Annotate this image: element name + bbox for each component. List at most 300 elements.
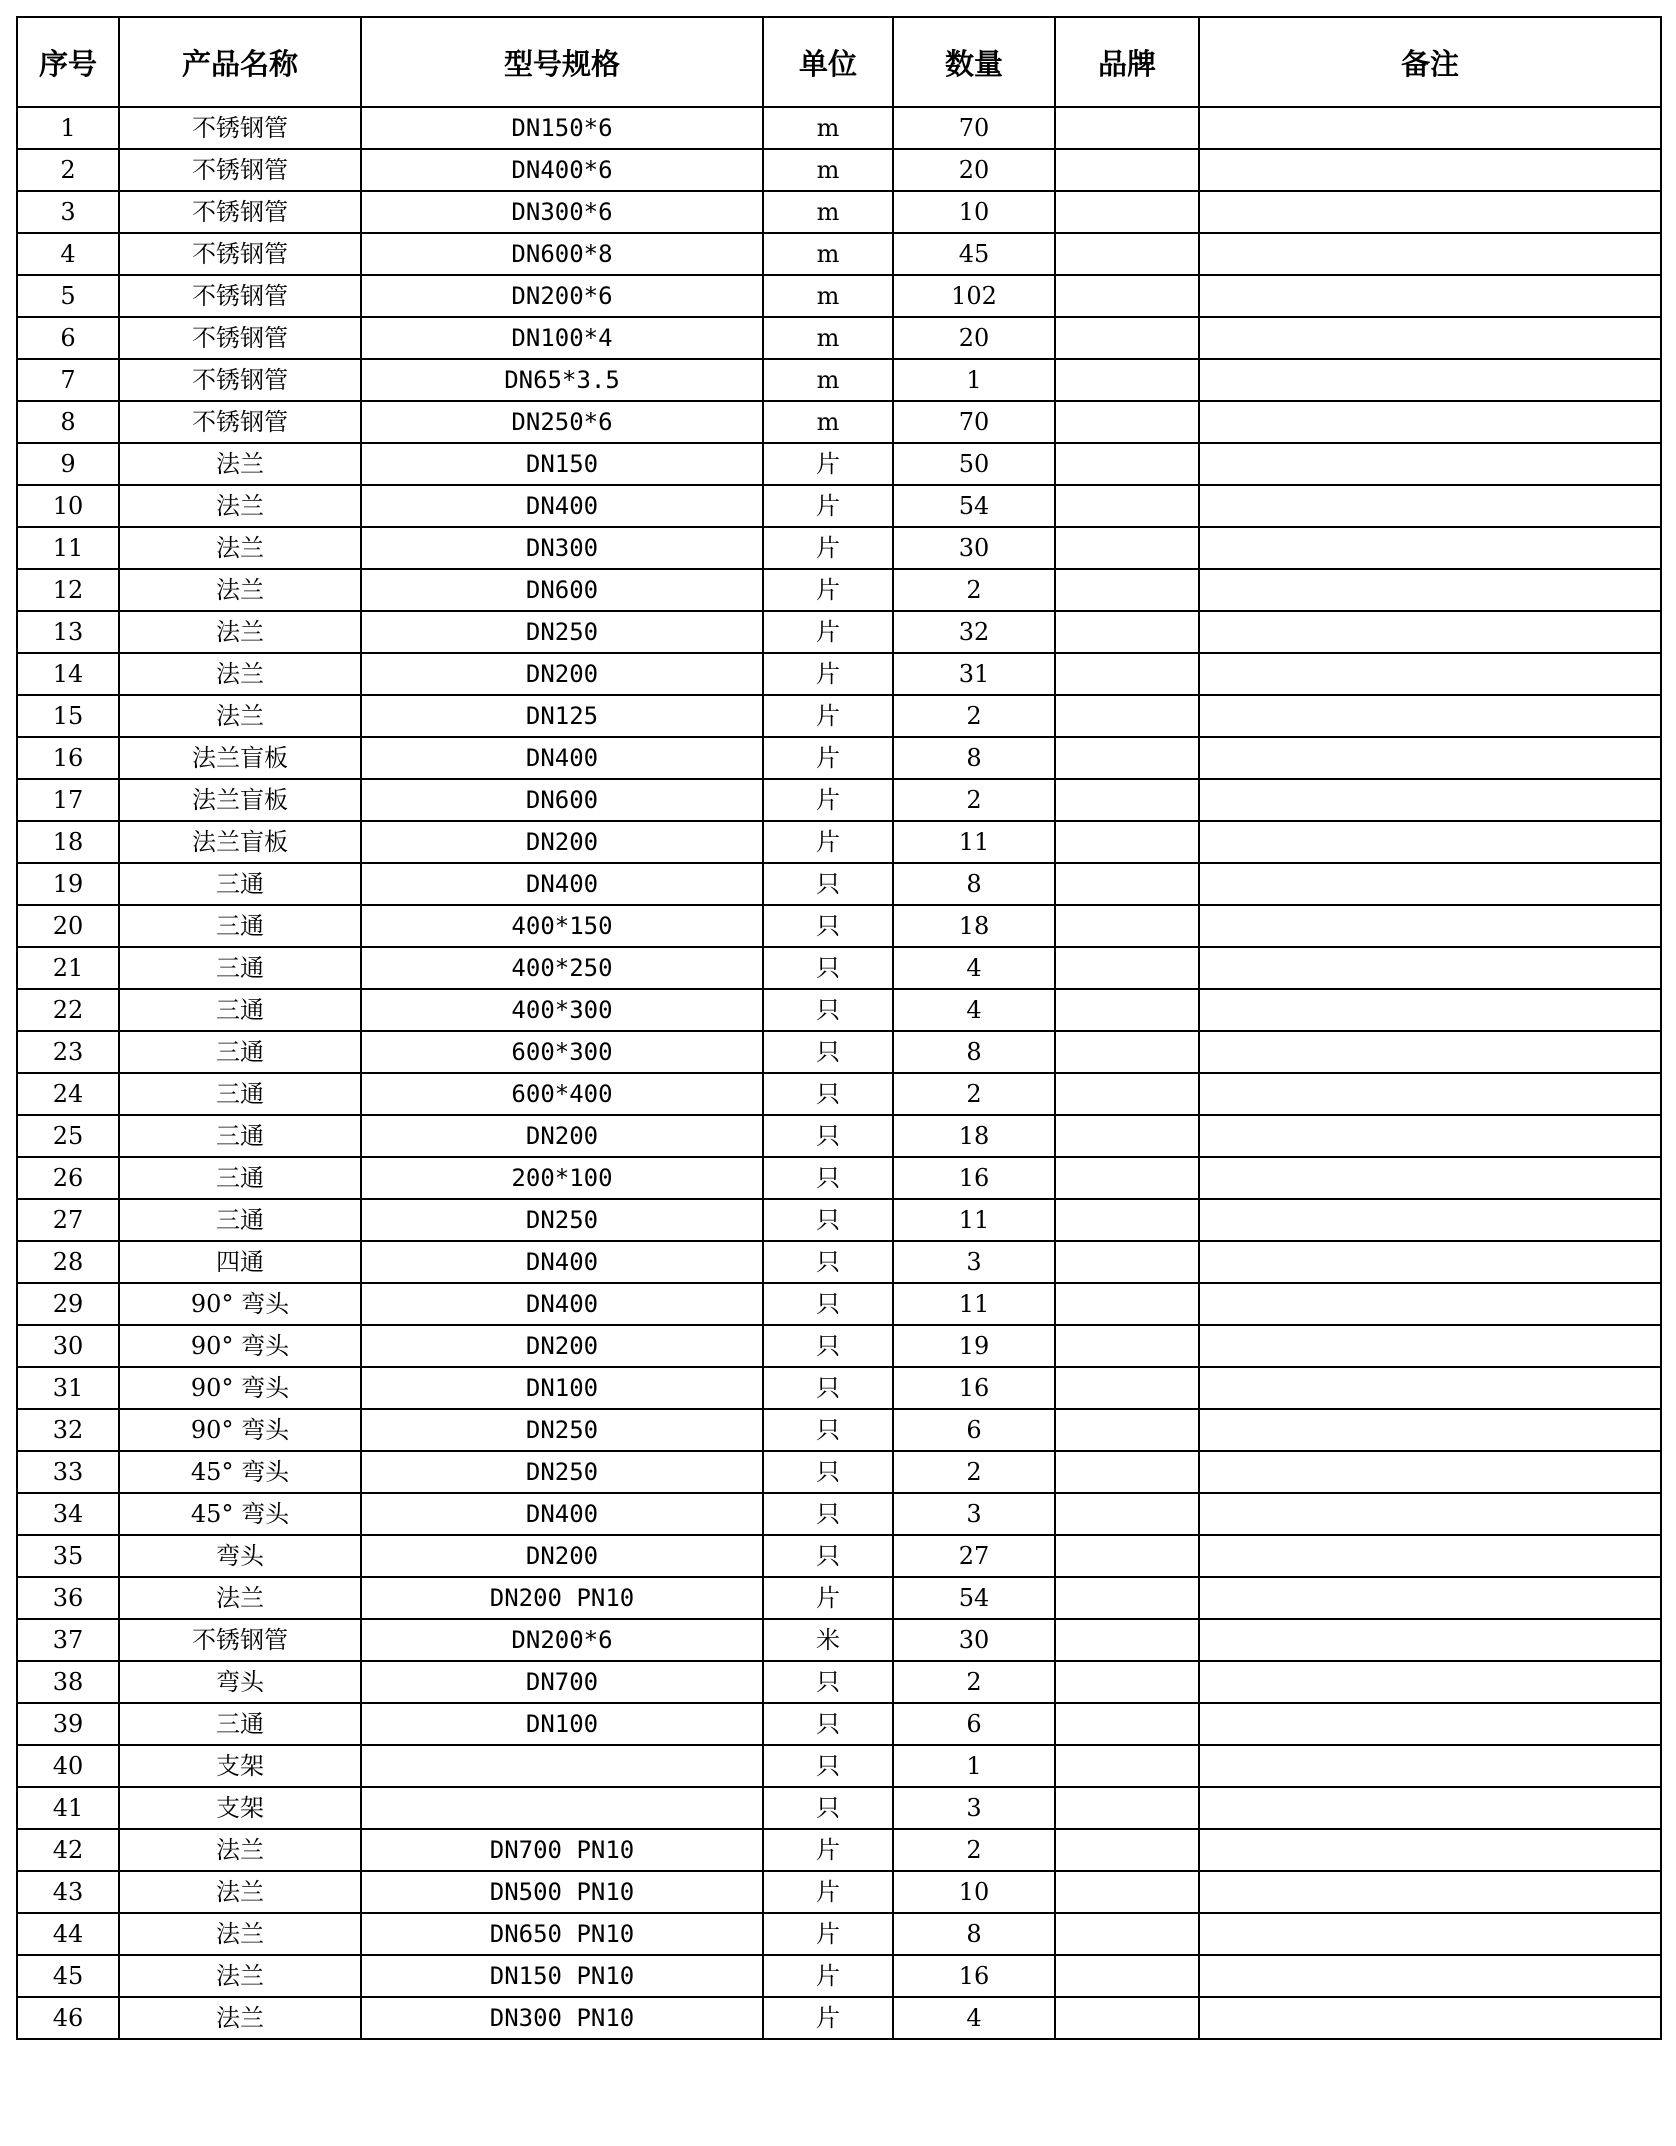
- cell-brand: [1055, 1871, 1199, 1913]
- cell-quantity: 16: [893, 1367, 1055, 1409]
- cell-unit: 片: [763, 821, 893, 863]
- table-row: [17, 1787, 1661, 1829]
- cell-brand: [1055, 1241, 1199, 1283]
- cell-brand: [1055, 1997, 1199, 2039]
- cell-remark: [1199, 443, 1661, 485]
- cell-model-spec: DN200: [361, 653, 763, 695]
- cell-remark: [1199, 1115, 1661, 1157]
- cell-product-name: 不锈钢管: [119, 149, 361, 191]
- table-row: [17, 1031, 1661, 1073]
- cell-index: 26: [17, 1157, 119, 1199]
- cell-remark: [1199, 1787, 1661, 1829]
- table-row: [17, 1871, 1661, 1913]
- cell-model-spec: DN400*6: [361, 149, 763, 191]
- cell-brand: [1055, 737, 1199, 779]
- cell-model-spec: DN600*8: [361, 233, 763, 275]
- cell-quantity: 19: [893, 1325, 1055, 1367]
- cell-product-name: 法兰盲板: [119, 737, 361, 779]
- table-row: [17, 611, 1661, 653]
- cell-product-name: 法兰盲板: [119, 821, 361, 863]
- cell-index: 5: [17, 275, 119, 317]
- cell-brand: [1055, 1913, 1199, 1955]
- cell-quantity: 2: [893, 1661, 1055, 1703]
- cell-remark: [1199, 1157, 1661, 1199]
- cell-quantity: 6: [893, 1409, 1055, 1451]
- cell-product-name: 法兰盲板: [119, 779, 361, 821]
- cell-brand: [1055, 317, 1199, 359]
- cell-brand: [1055, 1115, 1199, 1157]
- cell-remark: [1199, 989, 1661, 1031]
- cell-brand: [1055, 821, 1199, 863]
- cell-product-name: 法兰: [119, 1955, 361, 1997]
- cell-brand: [1055, 233, 1199, 275]
- cell-quantity: 8: [893, 737, 1055, 779]
- cell-index: 42: [17, 1829, 119, 1871]
- cell-remark: [1199, 1955, 1661, 1997]
- cell-product-name: 法兰: [119, 1577, 361, 1619]
- cell-index: 17: [17, 779, 119, 821]
- cell-product-name: 三通: [119, 1199, 361, 1241]
- cell-brand: [1055, 1493, 1199, 1535]
- cell-brand: [1055, 359, 1199, 401]
- table-row: [17, 1955, 1661, 1997]
- cell-model-spec: [361, 1745, 763, 1787]
- cell-model-spec: DN200: [361, 1115, 763, 1157]
- cell-quantity: 18: [893, 1115, 1055, 1157]
- cell-remark: [1199, 149, 1661, 191]
- cell-brand: [1055, 779, 1199, 821]
- cell-index: 22: [17, 989, 119, 1031]
- table-row: [17, 947, 1661, 989]
- cell-product-name: 法兰: [119, 611, 361, 653]
- cell-unit: m: [763, 149, 893, 191]
- cell-model-spec: DN200*6: [361, 1619, 763, 1661]
- cell-remark: [1199, 1535, 1661, 1577]
- cell-brand: [1055, 485, 1199, 527]
- cell-model-spec: DN100*4: [361, 317, 763, 359]
- cell-quantity: 10: [893, 1871, 1055, 1913]
- cell-product-name: 三通: [119, 989, 361, 1031]
- cell-model-spec: 600*300: [361, 1031, 763, 1073]
- cell-index: 4: [17, 233, 119, 275]
- cell-quantity: 54: [893, 485, 1055, 527]
- cell-model-spec: 600*400: [361, 1073, 763, 1115]
- cell-remark: [1199, 527, 1661, 569]
- cell-model-spec: DN300 PN10: [361, 1997, 763, 2039]
- cell-product-name: 支架: [119, 1745, 361, 1787]
- cell-remark: [1199, 1577, 1661, 1619]
- cell-unit: 只: [763, 989, 893, 1031]
- cell-unit: 片: [763, 485, 893, 527]
- cell-quantity: 45: [893, 233, 1055, 275]
- cell-unit: 片: [763, 611, 893, 653]
- header-unit: 单位: [763, 17, 893, 107]
- cell-product-name: 法兰: [119, 1829, 361, 1871]
- cell-model-spec: DN150 PN10: [361, 1955, 763, 1997]
- cell-quantity: 70: [893, 401, 1055, 443]
- table-row: [17, 1409, 1661, 1451]
- cell-model-spec: DN400: [361, 863, 763, 905]
- cell-model-spec: DN400: [361, 1241, 763, 1283]
- cell-index: 12: [17, 569, 119, 611]
- table-row: [17, 863, 1661, 905]
- cell-brand: [1055, 1073, 1199, 1115]
- cell-unit: 只: [763, 863, 893, 905]
- cell-quantity: 11: [893, 1199, 1055, 1241]
- cell-product-name: 法兰: [119, 695, 361, 737]
- cell-remark: [1199, 1619, 1661, 1661]
- cell-model-spec: DN250*6: [361, 401, 763, 443]
- cell-quantity: 2: [893, 1829, 1055, 1871]
- cell-remark: [1199, 1703, 1661, 1745]
- cell-product-name: 不锈钢管: [119, 359, 361, 401]
- cell-index: 31: [17, 1367, 119, 1409]
- cell-index: 33: [17, 1451, 119, 1493]
- cell-product-name: 法兰: [119, 1871, 361, 1913]
- table-row: [17, 1115, 1661, 1157]
- cell-brand: [1055, 653, 1199, 695]
- cell-product-name: 弯头: [119, 1661, 361, 1703]
- cell-unit: 只: [763, 1199, 893, 1241]
- cell-quantity: 8: [893, 1913, 1055, 1955]
- cell-quantity: 31: [893, 653, 1055, 695]
- cell-quantity: 4: [893, 947, 1055, 989]
- cell-brand: [1055, 1619, 1199, 1661]
- cell-brand: [1055, 863, 1199, 905]
- cell-unit: 只: [763, 1073, 893, 1115]
- table-row: [17, 233, 1661, 275]
- header-brand: 品牌: [1055, 17, 1199, 107]
- cell-index: 23: [17, 1031, 119, 1073]
- cell-unit: 只: [763, 1325, 893, 1367]
- cell-quantity: 54: [893, 1577, 1055, 1619]
- cell-unit: 只: [763, 1703, 893, 1745]
- cell-brand: [1055, 989, 1199, 1031]
- cell-remark: [1199, 1409, 1661, 1451]
- cell-quantity: 11: [893, 821, 1055, 863]
- materials-table: [16, 16, 1662, 2040]
- cell-index: 30: [17, 1325, 119, 1367]
- cell-brand: [1055, 1535, 1199, 1577]
- cell-index: 39: [17, 1703, 119, 1745]
- cell-product-name: 不锈钢管: [119, 107, 361, 149]
- cell-quantity: 20: [893, 149, 1055, 191]
- cell-unit: 片: [763, 1577, 893, 1619]
- cell-index: 35: [17, 1535, 119, 1577]
- cell-remark: [1199, 359, 1661, 401]
- cell-model-spec: DN250: [361, 1409, 763, 1451]
- cell-quantity: 102: [893, 275, 1055, 317]
- cell-model-spec: DN125: [361, 695, 763, 737]
- cell-model-spec: DN700: [361, 1661, 763, 1703]
- table-row: [17, 569, 1661, 611]
- cell-model-spec: DN700 PN10: [361, 1829, 763, 1871]
- cell-brand: [1055, 1451, 1199, 1493]
- cell-remark: [1199, 905, 1661, 947]
- cell-product-name: 法兰: [119, 485, 361, 527]
- cell-product-name: 90° 弯头: [119, 1367, 361, 1409]
- cell-index: 34: [17, 1493, 119, 1535]
- cell-unit: 只: [763, 1493, 893, 1535]
- cell-unit: 只: [763, 905, 893, 947]
- cell-remark: [1199, 1745, 1661, 1787]
- cell-model-spec: [361, 1787, 763, 1829]
- cell-model-spec: DN65*3.5: [361, 359, 763, 401]
- cell-unit: m: [763, 107, 893, 149]
- cell-unit: m: [763, 191, 893, 233]
- cell-model-spec: DN250: [361, 611, 763, 653]
- cell-brand: [1055, 401, 1199, 443]
- cell-remark: [1199, 1997, 1661, 2039]
- cell-quantity: 1: [893, 1745, 1055, 1787]
- cell-model-spec: DN200 PN10: [361, 1577, 763, 1619]
- cell-remark: [1199, 737, 1661, 779]
- header-model-spec: 型号规格: [361, 17, 763, 107]
- cell-brand: [1055, 1661, 1199, 1703]
- table-row: [17, 779, 1661, 821]
- table-row: [17, 149, 1661, 191]
- cell-index: 11: [17, 527, 119, 569]
- table-row: [17, 1325, 1661, 1367]
- cell-remark: [1199, 107, 1661, 149]
- cell-index: 7: [17, 359, 119, 401]
- cell-remark: [1199, 485, 1661, 527]
- cell-quantity: 6: [893, 1703, 1055, 1745]
- cell-index: 10: [17, 485, 119, 527]
- cell-quantity: 4: [893, 1997, 1055, 2039]
- cell-unit: 只: [763, 1535, 893, 1577]
- cell-index: 9: [17, 443, 119, 485]
- cell-unit: 只: [763, 1283, 893, 1325]
- table-row: [17, 401, 1661, 443]
- cell-remark: [1199, 1031, 1661, 1073]
- cell-brand: [1055, 947, 1199, 989]
- cell-index: 19: [17, 863, 119, 905]
- cell-brand: [1055, 1577, 1199, 1619]
- cell-unit: 片: [763, 569, 893, 611]
- cell-remark: [1199, 1283, 1661, 1325]
- cell-brand: [1055, 1745, 1199, 1787]
- table-row: [17, 1199, 1661, 1241]
- cell-remark: [1199, 695, 1661, 737]
- table-row: [17, 1997, 1661, 2039]
- cell-quantity: 11: [893, 1283, 1055, 1325]
- cell-product-name: 90° 弯头: [119, 1409, 361, 1451]
- cell-remark: [1199, 1661, 1661, 1703]
- table-row: [17, 1829, 1661, 1871]
- cell-unit: 片: [763, 1871, 893, 1913]
- header-index: 序号: [17, 17, 119, 107]
- cell-brand: [1055, 275, 1199, 317]
- table-row: [17, 1535, 1661, 1577]
- cell-unit: m: [763, 401, 893, 443]
- cell-model-spec: DN200: [361, 1535, 763, 1577]
- cell-index: 45: [17, 1955, 119, 1997]
- cell-product-name: 不锈钢管: [119, 233, 361, 275]
- cell-index: 24: [17, 1073, 119, 1115]
- table-row: [17, 1283, 1661, 1325]
- cell-quantity: 2: [893, 695, 1055, 737]
- cell-unit: m: [763, 317, 893, 359]
- cell-product-name: 支架: [119, 1787, 361, 1829]
- cell-quantity: 16: [893, 1157, 1055, 1199]
- cell-remark: [1199, 1871, 1661, 1913]
- cell-unit: 片: [763, 1829, 893, 1871]
- cell-index: 8: [17, 401, 119, 443]
- table-row: [17, 653, 1661, 695]
- cell-brand: [1055, 527, 1199, 569]
- cell-product-name: 三通: [119, 863, 361, 905]
- table-row: [17, 737, 1661, 779]
- cell-model-spec: DN650 PN10: [361, 1913, 763, 1955]
- cell-index: 29: [17, 1283, 119, 1325]
- cell-brand: [1055, 695, 1199, 737]
- cell-product-name: 法兰: [119, 1997, 361, 2039]
- cell-quantity: 30: [893, 1619, 1055, 1661]
- cell-quantity: 3: [893, 1787, 1055, 1829]
- table-row: [17, 485, 1661, 527]
- table-row: [17, 317, 1661, 359]
- cell-quantity: 16: [893, 1955, 1055, 1997]
- cell-product-name: 三通: [119, 1703, 361, 1745]
- cell-remark: [1199, 611, 1661, 653]
- table-row: [17, 1745, 1661, 1787]
- cell-remark: [1199, 947, 1661, 989]
- cell-model-spec: DN400: [361, 737, 763, 779]
- cell-brand: [1055, 1703, 1199, 1745]
- cell-unit: 只: [763, 1661, 893, 1703]
- cell-unit: 只: [763, 1157, 893, 1199]
- cell-quantity: 50: [893, 443, 1055, 485]
- header-quantity: 数量: [893, 17, 1055, 107]
- cell-product-name: 三通: [119, 1073, 361, 1115]
- cell-brand: [1055, 611, 1199, 653]
- cell-product-name: 法兰: [119, 443, 361, 485]
- cell-model-spec: DN150: [361, 443, 763, 485]
- cell-remark: [1199, 275, 1661, 317]
- cell-index: 18: [17, 821, 119, 863]
- cell-brand: [1055, 1157, 1199, 1199]
- cell-product-name: 不锈钢管: [119, 401, 361, 443]
- table-row: [17, 1241, 1661, 1283]
- cell-index: 36: [17, 1577, 119, 1619]
- cell-quantity: 8: [893, 1031, 1055, 1073]
- cell-remark: [1199, 1913, 1661, 1955]
- cell-quantity: 4: [893, 989, 1055, 1031]
- cell-model-spec: DN250: [361, 1199, 763, 1241]
- table-row: [17, 905, 1661, 947]
- cell-quantity: 70: [893, 107, 1055, 149]
- cell-product-name: 三通: [119, 905, 361, 947]
- cell-product-name: 90° 弯头: [119, 1283, 361, 1325]
- cell-product-name: 45° 弯头: [119, 1451, 361, 1493]
- cell-product-name: 不锈钢管: [119, 317, 361, 359]
- cell-quantity: 3: [893, 1493, 1055, 1535]
- cell-model-spec: DN200: [361, 1325, 763, 1367]
- cell-remark: [1199, 191, 1661, 233]
- cell-index: 28: [17, 1241, 119, 1283]
- cell-quantity: 2: [893, 1451, 1055, 1493]
- cell-index: 15: [17, 695, 119, 737]
- table-row: [17, 1619, 1661, 1661]
- cell-index: 1: [17, 107, 119, 149]
- cell-unit: 只: [763, 1451, 893, 1493]
- table-row: [17, 1661, 1661, 1703]
- cell-remark: [1199, 1325, 1661, 1367]
- table-row: [17, 821, 1661, 863]
- table-row: [17, 275, 1661, 317]
- cell-index: 21: [17, 947, 119, 989]
- cell-brand: [1055, 1325, 1199, 1367]
- cell-index: 20: [17, 905, 119, 947]
- table-row: [17, 989, 1661, 1031]
- cell-product-name: 不锈钢管: [119, 191, 361, 233]
- cell-product-name: 45° 弯头: [119, 1493, 361, 1535]
- cell-unit: 只: [763, 1787, 893, 1829]
- cell-product-name: 90° 弯头: [119, 1325, 361, 1367]
- cell-brand: [1055, 1367, 1199, 1409]
- cell-quantity: 10: [893, 191, 1055, 233]
- cell-unit: m: [763, 233, 893, 275]
- cell-remark: [1199, 1367, 1661, 1409]
- cell-brand: [1055, 149, 1199, 191]
- cell-remark: [1199, 863, 1661, 905]
- cell-brand: [1055, 191, 1199, 233]
- cell-unit: 只: [763, 1241, 893, 1283]
- cell-unit: 片: [763, 737, 893, 779]
- cell-product-name: 法兰: [119, 569, 361, 611]
- cell-model-spec: DN400: [361, 1493, 763, 1535]
- cell-model-spec: 400*150: [361, 905, 763, 947]
- cell-brand: [1055, 1031, 1199, 1073]
- table-row: [17, 1157, 1661, 1199]
- table-row: [17, 527, 1661, 569]
- cell-brand: [1055, 1955, 1199, 1997]
- cell-remark: [1199, 1493, 1661, 1535]
- cell-unit: 只: [763, 1367, 893, 1409]
- table-row: [17, 191, 1661, 233]
- cell-quantity: 1: [893, 359, 1055, 401]
- cell-model-spec: DN400: [361, 1283, 763, 1325]
- cell-remark: [1199, 1829, 1661, 1871]
- cell-index: 43: [17, 1871, 119, 1913]
- cell-index: 32: [17, 1409, 119, 1451]
- cell-remark: [1199, 653, 1661, 695]
- cell-product-name: 法兰: [119, 527, 361, 569]
- cell-index: 25: [17, 1115, 119, 1157]
- table-body: [17, 107, 1661, 2039]
- cell-remark: [1199, 233, 1661, 275]
- cell-index: 2: [17, 149, 119, 191]
- table-row: [17, 1493, 1661, 1535]
- cell-product-name: 三通: [119, 947, 361, 989]
- cell-product-name: 不锈钢管: [119, 275, 361, 317]
- cell-unit: 片: [763, 695, 893, 737]
- table-row: [17, 107, 1661, 149]
- cell-model-spec: DN250: [361, 1451, 763, 1493]
- cell-model-spec: DN200: [361, 821, 763, 863]
- cell-brand: [1055, 905, 1199, 947]
- cell-model-spec: DN600: [361, 779, 763, 821]
- cell-brand: [1055, 1787, 1199, 1829]
- cell-quantity: 3: [893, 1241, 1055, 1283]
- cell-quantity: 27: [893, 1535, 1055, 1577]
- cell-unit: 片: [763, 779, 893, 821]
- cell-quantity: 30: [893, 527, 1055, 569]
- cell-unit: 只: [763, 1115, 893, 1157]
- cell-unit: 只: [763, 947, 893, 989]
- cell-brand: [1055, 443, 1199, 485]
